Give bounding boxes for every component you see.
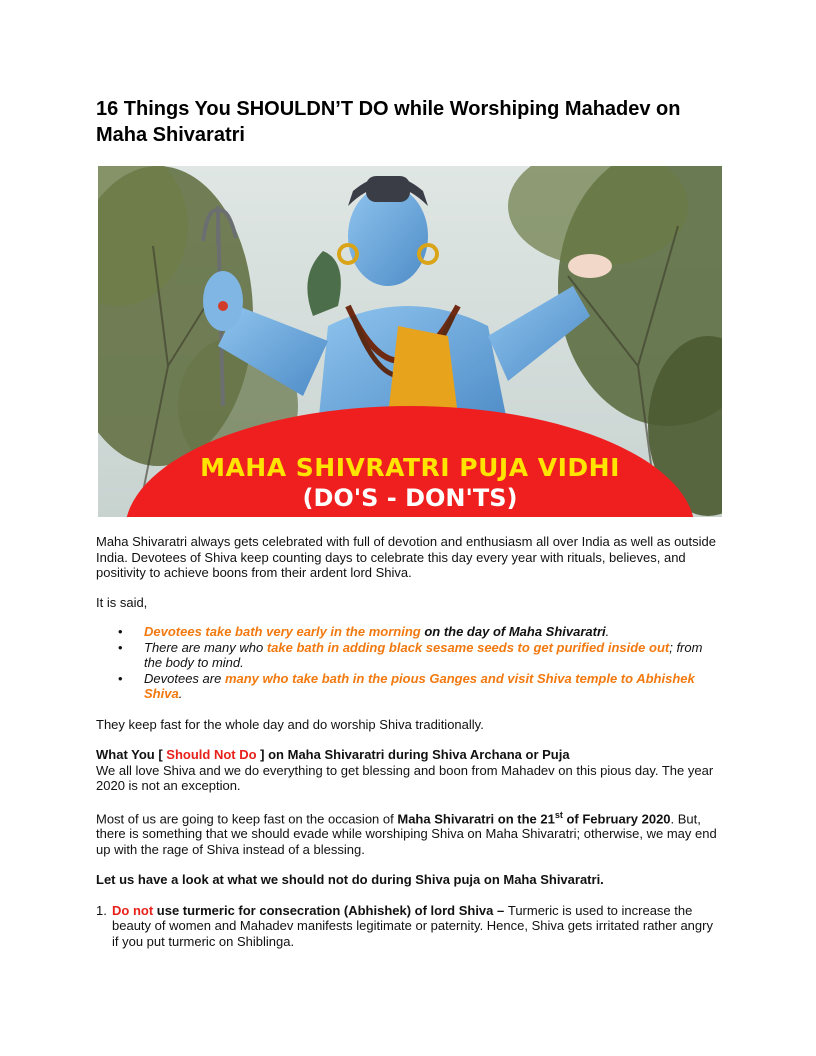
- list-item: • Devotees are many who take bath in the pious Ganges and visit Shiva temple to Abhishek Shiva.: [144, 671, 722, 702]
- it-is-said: It is said,: [96, 594, 148, 610]
- section-heading: What You [ Should Not Do ] on Maha Shivaratri during Shiva Archana or Puja: [96, 747, 570, 762]
- article-body: [96, 534, 722, 949]
- page-title: 16 Things You SHOULDN’T DO while Worshiping Mahadev on Maha Shivaratri: [96, 98, 681, 146]
- list-item: • Devotees take bath very early in the morning on the day of Maha Shivaratri.: [144, 624, 722, 640]
- lead-in: Let us have a look at what we should not do during Shiva puja on Maha Shivaratri.: [96, 872, 604, 888]
- hero-image: [98, 166, 722, 517]
- intro-paragraph: Maha Shivaratri always gets celebrated with full of devotion and enthusiasm all over India as well as outside India. Devotees of Shiva keep counting days to celebrate this day every year with rituals, believes, and positivity to achieve boons from their ardent lord Shiva.: [96, 534, 717, 580]
- bullet-list: [96, 624, 722, 702]
- love-paragraph: We all love Shiva and we do everything to get blessing and boon from Mahadev on this pious day. The year 2020 is not an exception.: [96, 762, 714, 793]
- fast-paragraph: Most of us are going to keep fast on the occasion of Maha Shivaratri on the 21st of February 2020. But, there is something that we should evade while worshiping Shiva on Maha Shivaratri; otherwise, we may end up with the rage of Shiva instead of a blessing.: [96, 809, 717, 857]
- banner-subtitle: (DO'S - DON'TS): [302, 484, 518, 512]
- dont-list: [96, 903, 722, 950]
- banner-title: MAHA SHIVRATRI PUJA VIDHI: [200, 453, 620, 482]
- list-item: • There are many who take bath in adding black sesame seeds to get purified inside out; from the body to mind.: [144, 640, 722, 671]
- document-page: [96, 96, 722, 148]
- list-item: 1. Do not use turmeric for consecration (Abhishek) of lord Shiva – Turmeric is used to increase the beauty of women and Mahadev manifests legitimate or paternity. Hence, Shiva gets irritated rather angry if you put turmeric on Shiblinga.: [96, 902, 713, 949]
- fast-line: They keep fast for the whole day and do worship Shiva traditionally.: [96, 716, 484, 732]
